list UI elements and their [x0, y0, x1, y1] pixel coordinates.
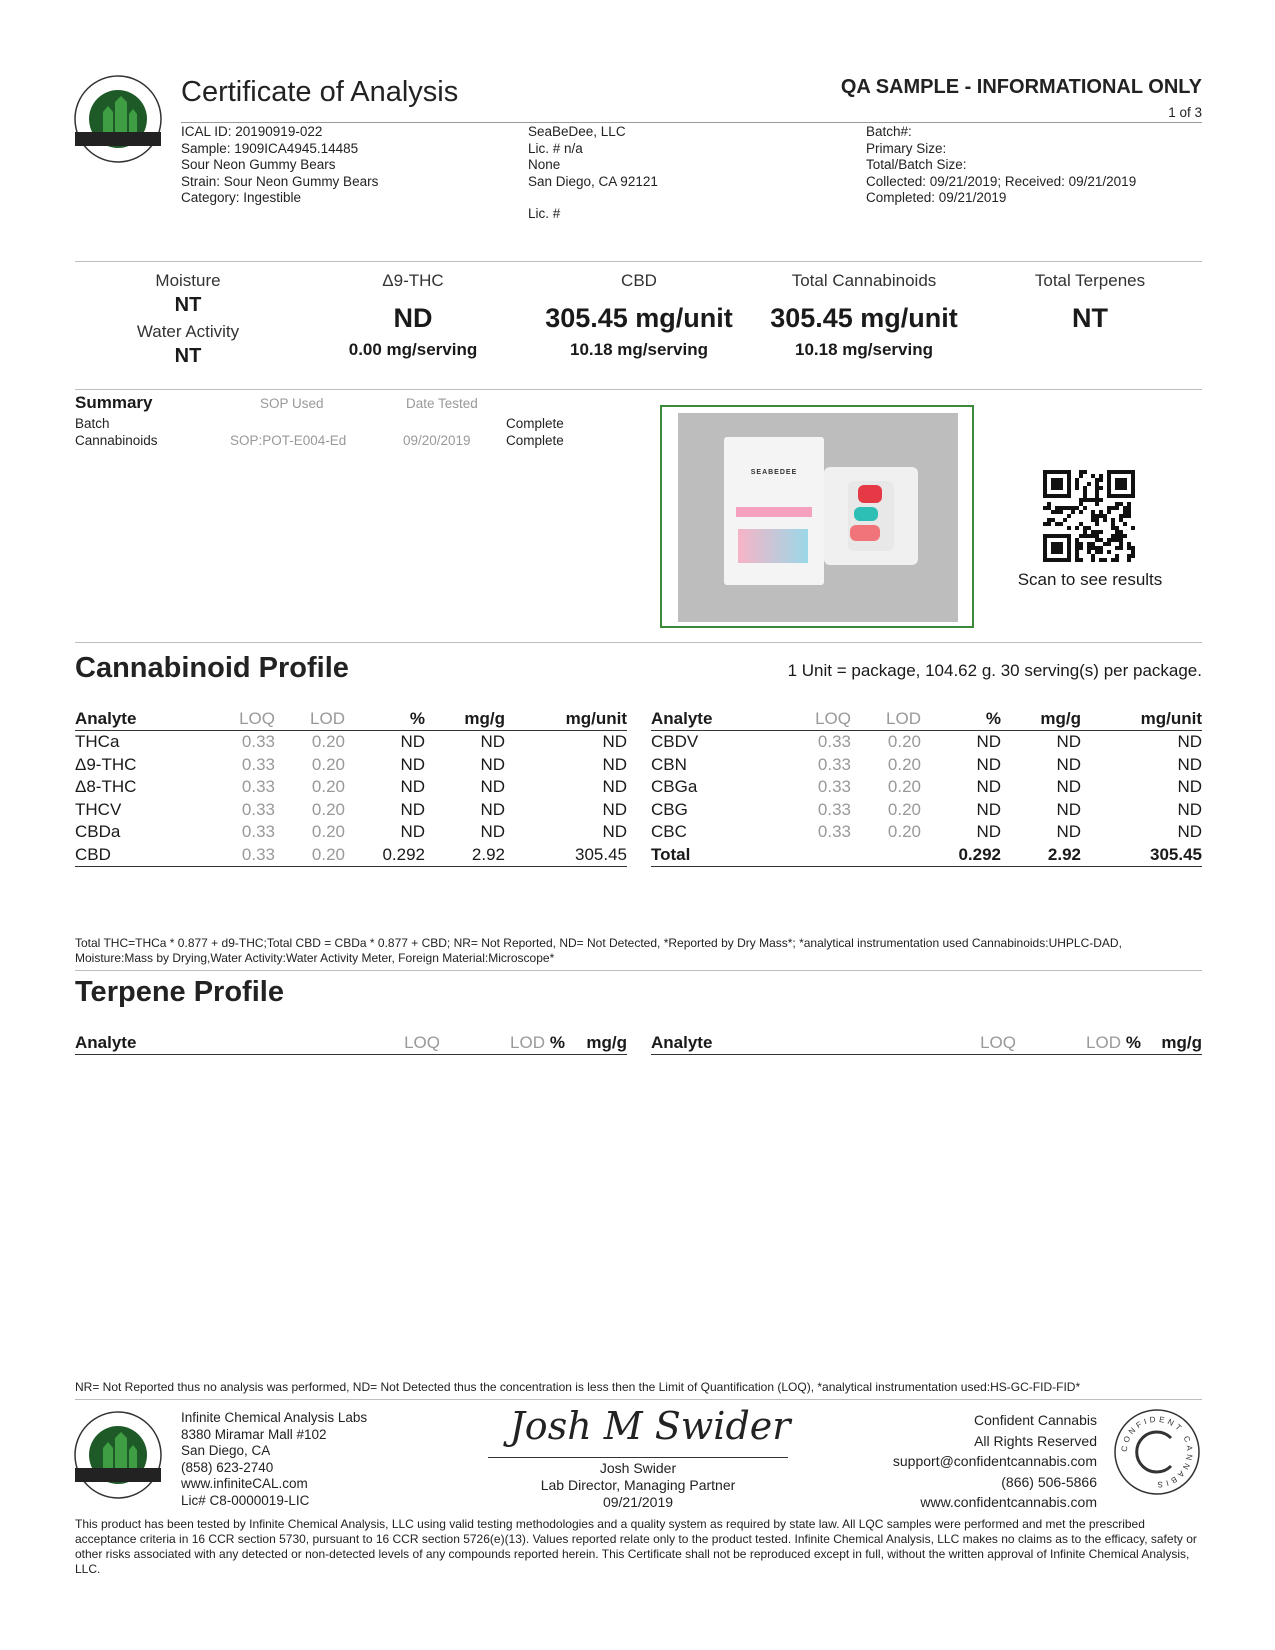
- loq-cell: 0.33: [241, 777, 275, 797]
- summary-col-date: Date Tested: [406, 396, 478, 411]
- qa-notice: QA SAMPLE - INFORMATIONAL ONLY: [840, 76, 1202, 98]
- loq-cell: [771, 844, 851, 867]
- gummy-tray: [824, 467, 918, 565]
- lod-cell: 0.20: [887, 732, 921, 752]
- kpi-total-terpenes: Total Terpenes NT: [1034, 271, 1146, 333]
- mg-unit-cell: ND: [1177, 754, 1202, 774]
- mg-unit-cell: ND: [602, 754, 627, 774]
- mg-g-cell: ND: [1056, 754, 1081, 774]
- analyte-cell: CBD: [75, 844, 195, 867]
- summary-col-sop: SOP Used: [260, 396, 324, 411]
- analyte-cell: THCV: [75, 799, 122, 819]
- mg-unit-cell: ND: [602, 799, 627, 819]
- signature: Josh M Swider: [509, 1404, 791, 1448]
- mg-unit-cell: ND: [1177, 732, 1202, 752]
- lod-cell: 0.20: [311, 777, 345, 797]
- kpi-moisture: Moisture NT Water Activity NT: [136, 271, 240, 367]
- percent-cell: ND: [976, 754, 1001, 774]
- kpi-thc: Δ9-THC ND 0.00 mg/serving: [348, 271, 478, 359]
- mg-g-cell: ND: [480, 799, 505, 819]
- footer-lab-logo: [73, 1410, 163, 1500]
- loq-cell: 0.33: [241, 799, 275, 819]
- summary-title: Summary: [75, 393, 153, 412]
- document-title: Certificate of Analysis: [181, 76, 459, 108]
- lod-cell: 0.20: [311, 754, 345, 774]
- mg-unit-cell: 305.45: [1081, 844, 1202, 867]
- summary-row-cannabinoids-sop: SOP:POT-E004-Ed: [230, 433, 347, 448]
- lab-address: Infinite Chemical Analysis Labs 8380 Miramar Mall #102 San Diego, CA (858) 623-2740 www.infiniteCAL.com Lic# C8-0000019-LIC: [181, 1410, 368, 1508]
- percent-cell: ND: [400, 799, 425, 819]
- table-row: [75, 731, 627, 754]
- analyte-cell: CBGa: [651, 777, 698, 797]
- table-row: [651, 754, 1202, 777]
- summary-row-cannabinoids: Cannabinoids: [75, 433, 158, 448]
- loq-cell: 0.33: [817, 799, 851, 819]
- mg-g-cell: ND: [480, 754, 505, 774]
- summary-row-cannabinoids-status: Complete: [506, 433, 564, 448]
- loq-cell: 0.33: [817, 822, 851, 842]
- terpene-table-left: Analyte LOQ LOD % mg/g: [75, 1032, 627, 1055]
- loq-cell: 0.33: [817, 777, 851, 797]
- qr-caption: Scan to see results: [1017, 570, 1163, 589]
- confident-cannabis-info: Confident Cannabis All Rights Reserved support@confidentcannabis.com (866) 506-5866 www.confidentcannabis.com: [892, 1412, 1097, 1510]
- terpene-footnote: NR= Not Reported thus no analysis was performed, ND= Not Detected thus the concentration is less then the Limit of Quantification (LOQ), *analytical instrumentation used:HS-GC-FID-FID*: [75, 1380, 1081, 1394]
- lod-cell: 0.20: [311, 799, 345, 819]
- loq-cell: 0.33: [195, 844, 275, 867]
- svg-text:CONFIDENT CANNABIS: CONFIDENT CANNABIS: [1119, 1414, 1195, 1490]
- table-row: [75, 754, 627, 777]
- table-row: [651, 731, 1202, 754]
- analyte-cell: Total: [651, 844, 771, 867]
- qr-code[interactable]: [1043, 470, 1135, 562]
- percent-cell: 0.292: [345, 844, 425, 867]
- analyte-cell: Δ9-THC: [75, 754, 137, 774]
- page-number: 1 of 3: [1168, 105, 1202, 120]
- kpi-total-cannabinoids: Total Cannabinoids 305.45 mg/unit 10.18 mg/serving: [770, 271, 958, 359]
- mg-unit-cell: 305.45: [505, 844, 627, 867]
- percent-cell: ND: [976, 732, 1001, 752]
- terpene-profile-title: Terpene Profile: [75, 976, 284, 1008]
- analyte-cell: CBN: [651, 754, 687, 774]
- terpene-table-right: Analyte LOQ LOD % mg/g: [651, 1032, 1202, 1055]
- mg-g-cell: ND: [1056, 799, 1081, 819]
- mg-unit-cell: ND: [602, 732, 627, 752]
- lod-cell: 0.20: [887, 822, 921, 842]
- cannabinoid-footnote: Total THC=THCa * 0.877 + d9-THC;Total CBD = CBDa * 0.877 + CBD; NR= Not Reported, ND= Not Detected, *Reported by Dry Mass*; *analytical instrumentation used Cannabinoids:UHPLC-DAD, Moisture:Mass by Drying,Water Activity:Water Activity Meter, Foreign Material:Microscope*: [75, 936, 1122, 965]
- summary-row-cannabinoids-date: 09/20/2019: [403, 433, 471, 448]
- table-row: [651, 844, 1202, 867]
- mg-unit-cell: ND: [1177, 799, 1202, 819]
- summary-row-batch-status: Complete: [506, 416, 564, 431]
- lod-cell: 0.20: [887, 754, 921, 774]
- analyte-cell: THCa: [75, 732, 120, 752]
- client-info: SeaBeDee, LLC Lic. # n/a None San Diego, CA 92121 Lic. #: [528, 124, 658, 221]
- lod-cell: 0.20: [887, 777, 921, 797]
- lod-cell: 0.20: [275, 844, 345, 867]
- table-row: [75, 776, 627, 799]
- percent-cell: ND: [976, 822, 1001, 842]
- kpi-cbd: CBD 305.45 mg/unit 10.18 mg/serving: [545, 271, 733, 359]
- table-row: [651, 776, 1202, 799]
- mg-unit-cell: ND: [1177, 822, 1202, 842]
- mg-g-cell: ND: [1056, 822, 1081, 842]
- mg-g-cell: 2.92: [425, 844, 505, 867]
- percent-cell: ND: [976, 799, 1001, 819]
- mg-g-cell: ND: [1056, 777, 1081, 797]
- gummy-package: SEABEDEE: [724, 437, 824, 585]
- table-row: [75, 821, 627, 844]
- disclaimer: This product has been tested by Infinite Chemical Analysis, LLC using valid testing methodologies and a quality system as required by state law. All LQC samples were performed and met the prescribed acceptance criteria in 16 CCR section 5730, pursuant to 16 CCR section 5726(e)(13). Values reported relate only to the product tested. Infinite Chemical Analysis, LLC makes no claims as to the efficacy, safety or other risks associated with any detected or non-detected levels of any compounds reported herein. This Certificate shall not be reproduced except in full, without the written approval of Infinite Chemical Analysis, LLC.: [75, 1517, 1197, 1576]
- loq-cell: 0.33: [817, 732, 851, 752]
- table-row: [651, 821, 1202, 844]
- mg-g-cell: ND: [480, 822, 505, 842]
- batch-info: Batch#: Primary Size: Total/Batch Size: Collected: 09/21/2019; Received: 09/21/2019 Completed: 09/21/2019: [866, 124, 1137, 205]
- analyte-cell: CBDV: [651, 732, 699, 752]
- mg-g-cell: ND: [480, 732, 505, 752]
- percent-cell: ND: [400, 777, 425, 797]
- unit-note: 1 Unit = package, 104.62 g. 30 serving(s) per package.: [787, 661, 1202, 680]
- percent-cell: ND: [976, 777, 1001, 797]
- mg-g-cell: ND: [480, 777, 505, 797]
- mg-g-cell: 2.92: [1001, 844, 1081, 867]
- lod-cell: [851, 844, 921, 867]
- percent-cell: ND: [400, 822, 425, 842]
- table-row: [75, 844, 627, 867]
- analyte-cell: CBC: [651, 822, 687, 842]
- loq-cell: 0.33: [817, 754, 851, 774]
- mg-unit-cell: ND: [602, 777, 627, 797]
- mg-g-cell: ND: [1056, 732, 1081, 752]
- table-row: [75, 799, 627, 822]
- table-row: [651, 799, 1202, 822]
- analyte-cell: CBDa: [75, 822, 121, 842]
- cannabinoid-profile-title: Cannabinoid Profile: [75, 652, 349, 684]
- loq-cell: 0.33: [241, 754, 275, 774]
- loq-cell: 0.33: [241, 822, 275, 842]
- mg-unit-cell: ND: [1177, 777, 1202, 797]
- mg-unit-cell: ND: [602, 822, 627, 842]
- loq-cell: 0.33: [241, 732, 275, 752]
- analyte-cell: Δ8-THC: [75, 777, 137, 797]
- sample-info: ICAL ID: 20190919-022 Sample: 1909ICA4945.14485 Sour Neon Gummy Bears Strain: Sour Neon Gummy Bears Category: Ingestible: [181, 124, 379, 205]
- percent-cell: 0.292: [921, 844, 1001, 867]
- cannabinoid-table-left: Analyte LOQ LOD % mg/g mg/unit THCa 0.33 0.20 ND ND ND Δ9-THC 0.33 0.20 ND ND ND Δ8-THC 0.33 0.20 ND ND ND THCV 0.33 0.20 ND ND ND CBDa 0.33 0.20 ND ND ND CBD 0.33 0.20 0.292 2.92 305.45: [75, 708, 627, 867]
- lab-logo: [73, 74, 163, 164]
- confident-cannabis-seal: [1113, 1408, 1201, 1496]
- lod-cell: 0.20: [311, 822, 345, 842]
- lod-cell: 0.20: [311, 732, 345, 752]
- product-photo: [660, 405, 974, 628]
- percent-cell: ND: [400, 754, 425, 774]
- summary-row-batch: Batch: [75, 416, 110, 431]
- signer-block: Josh Swider Lab Director, Managing Partner 09/21/2019: [540, 1460, 736, 1510]
- analyte-cell: CBG: [651, 799, 688, 819]
- lod-cell: 0.20: [887, 799, 921, 819]
- cannabinoid-table-right: Analyte LOQ LOD % mg/g mg/unit CBDV 0.33 0.20 ND ND ND CBN 0.33 0.20 ND ND ND CBGa 0.33 0.20 ND ND ND CBG 0.33 0.20 ND ND ND CBC 0.33 0.20 ND ND ND Total 0.292 2.92 305.45: [651, 708, 1202, 867]
- percent-cell: ND: [400, 732, 425, 752]
